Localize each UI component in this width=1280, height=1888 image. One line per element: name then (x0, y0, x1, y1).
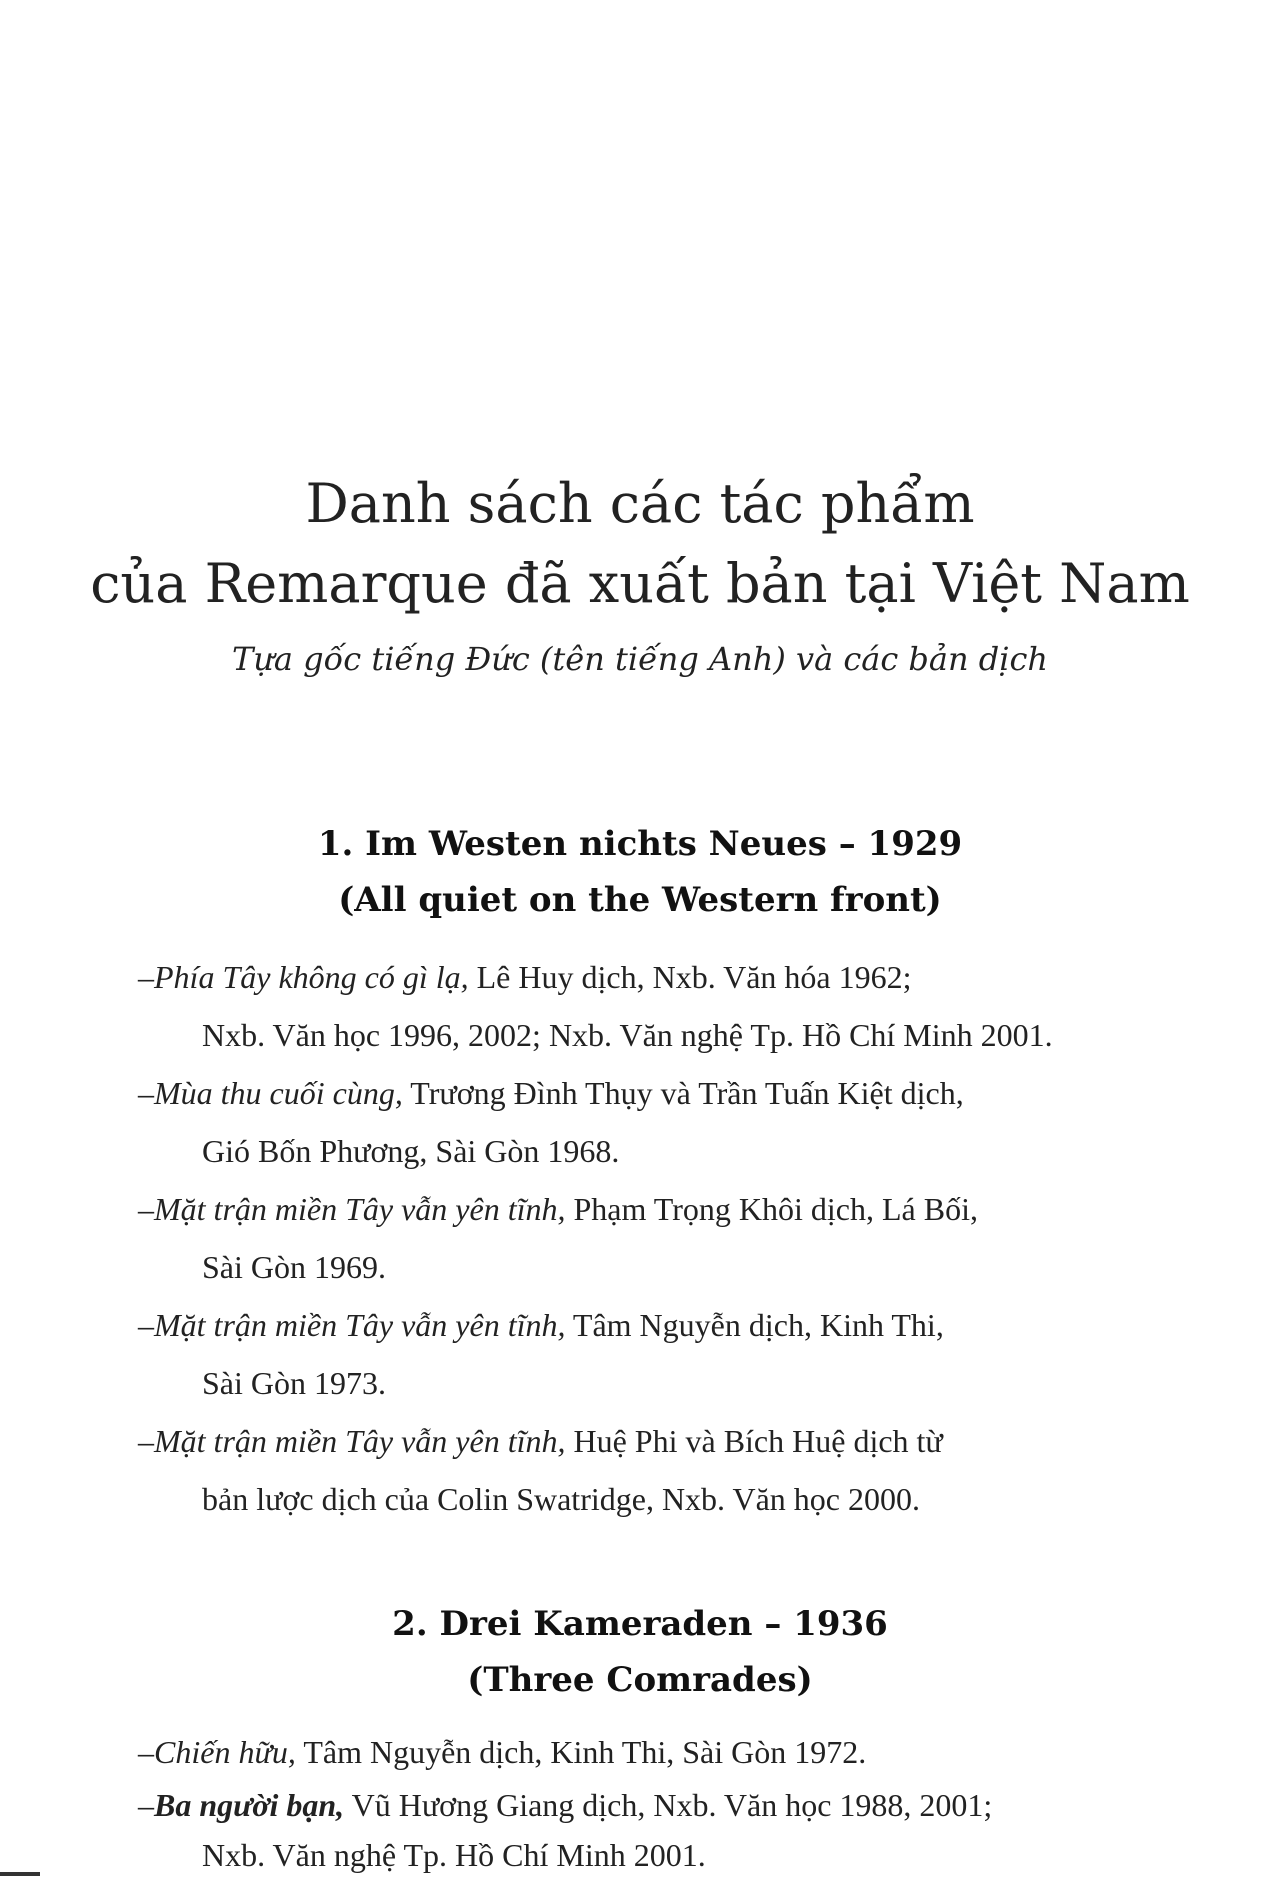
page-title-line1: Danh sách các tác phẩm (305, 472, 975, 535)
entry-dash: – (138, 1734, 154, 1770)
entry-details: Huệ Phi và Bích Huệ dịch từ (565, 1423, 943, 1459)
entry-details: Tâm Nguyễn dịch, Kinh Thi, Sài Gòn 1972. (295, 1734, 867, 1770)
entry-details-continued: Sài Gòn 1973. (202, 1365, 386, 1401)
page-edge-mark (0, 1872, 40, 1876)
entry-dash: – (138, 1787, 154, 1823)
entry-dash: – (138, 1191, 154, 1227)
entry-title: Phía Tây không có gì lạ, (154, 959, 469, 995)
work-2-entry-1 (138, 1726, 1138, 1778)
entry-title: Ba người bạn, (154, 1787, 345, 1823)
entry-dash: – (138, 1075, 154, 1111)
work-2-heading: 2. Drei Kameraden – 1936 (392, 1604, 888, 1644)
entry-title: Mùa thu cuối cùng, (154, 1075, 403, 1111)
entry-details: Phạm Trọng Khôi dịch, Lá Bối, (565, 1191, 978, 1227)
entry-details-continued: Nxb. Văn học 1996, 2002; Nxb. Văn nghệ Tp. Hồ Chí Minh 2001. (202, 1017, 1053, 1053)
work-1-entry-1 (138, 948, 1138, 1064)
entry-details: Tâm Nguyễn dịch, Kinh Thi, (565, 1307, 944, 1343)
work-1-english-title: (All quiet on the Western front) (338, 880, 942, 920)
entry-dash: – (138, 959, 154, 995)
page-title-line2: của Remarque đã xuất bản tại Việt Nam (90, 552, 1190, 615)
work-2-english-title: (Three Comrades) (467, 1660, 813, 1700)
work-1-entry-3 (138, 1180, 1138, 1296)
page-subtitle: Tựa gốc tiếng Đức (tên tiếng Anh) và các bản dịch (231, 640, 1049, 678)
entry-details-continued: Gió Bốn Phương, Sài Gòn 1968. (202, 1133, 620, 1169)
entry-dash: – (138, 1423, 154, 1459)
entry-details: Trương Đình Thụy và Trần Tuấn Kiệt dịch, (402, 1075, 964, 1111)
work-1-entry-4 (138, 1296, 1138, 1412)
work-1-entry-5 (138, 1412, 1138, 1528)
entry-dash: – (138, 1307, 154, 1343)
entry-details: Lê Huy dịch, Nxb. Văn hóa 1962; (468, 959, 912, 995)
entry-details: Vũ Hương Giang dịch, Nxb. Văn học 1988, 2001; (344, 1787, 993, 1823)
entry-title: Mặt trận miền Tây vẫn yên tĩnh, (154, 1307, 566, 1343)
work-2-entry-2 (138, 1780, 1138, 1880)
entry-details-continued: Sài Gòn 1969. (202, 1249, 386, 1285)
work-1-entry-2 (138, 1064, 1138, 1180)
entry-details-continued: Nxb. Văn nghệ Tp. Hồ Chí Minh 2001. (202, 1837, 706, 1873)
work-1-heading: 1. Im Westen nichts Neues – 1929 (317, 824, 963, 864)
entry-title: Chiến hữu, (154, 1734, 296, 1770)
entry-details-continued: bản lược dịch của Colin Swatridge, Nxb. Văn học 2000. (202, 1481, 920, 1517)
entry-title: Mặt trận miền Tây vẫn yên tĩnh, (154, 1423, 566, 1459)
entry-title: Mặt trận miền Tây vẫn yên tĩnh, (154, 1191, 566, 1227)
